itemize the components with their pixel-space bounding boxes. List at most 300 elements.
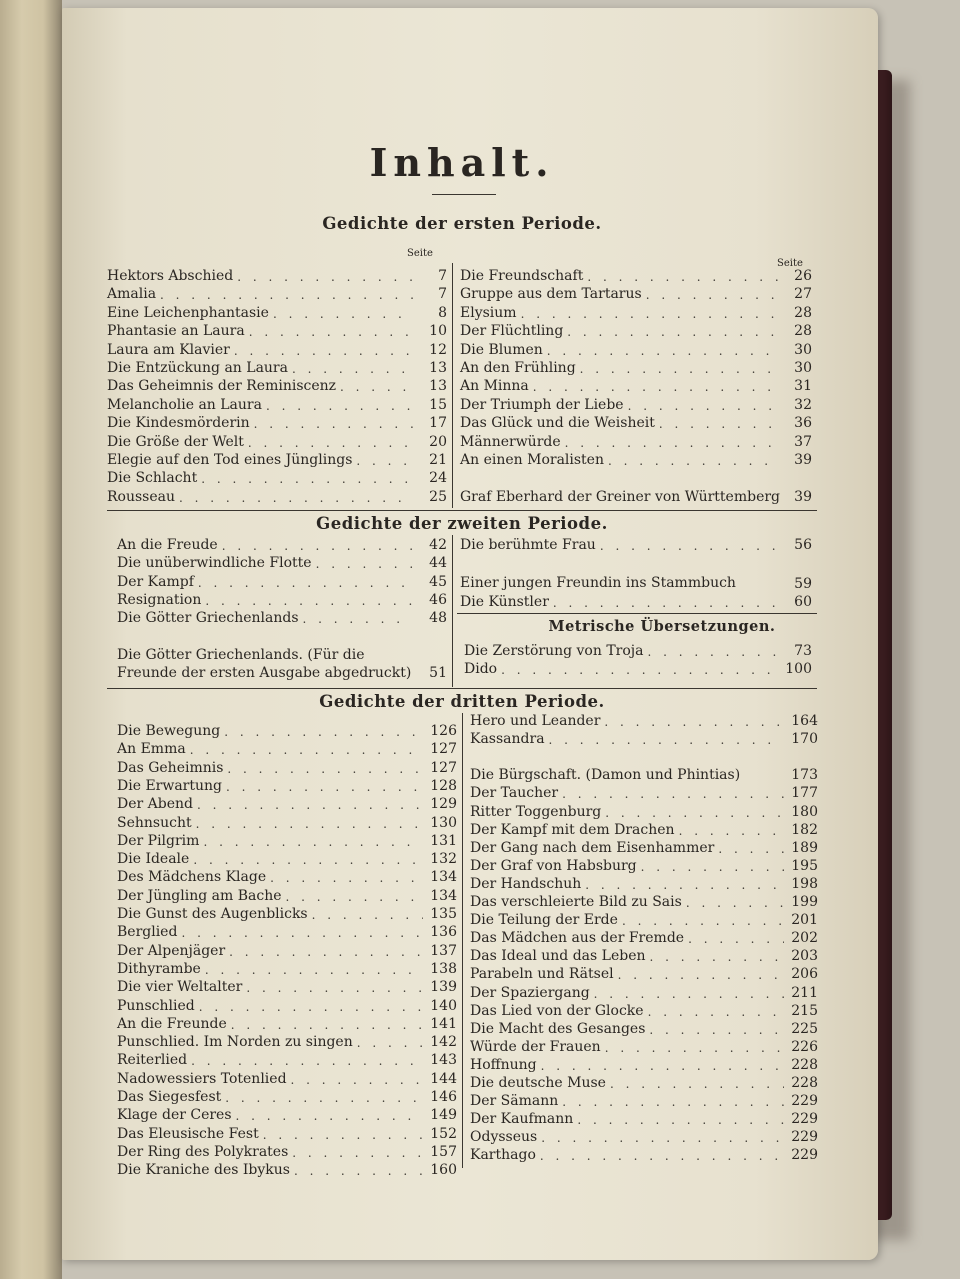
toc-entry-title: Die Schlacht (107, 470, 198, 487)
toc-entry (117, 978, 457, 996)
toc-entry-title: Der Triumph der Liebe (460, 396, 624, 413)
toc-entry-page: 170 (791, 731, 818, 748)
toc-entry-title: Dithyrambe (117, 960, 201, 977)
toc-entry-page: 130 (430, 814, 457, 831)
toc-entry-page: 60 (794, 594, 812, 610)
toc-entry-leader (226, 779, 423, 795)
toc-entry (117, 722, 457, 740)
toc-entry-leader (648, 1004, 784, 1020)
toc-entry (470, 821, 818, 839)
toc-entry-leader (540, 1148, 784, 1164)
toc-entry (117, 1051, 457, 1069)
toc-entry-leader (205, 962, 423, 978)
toc-entry (470, 911, 818, 929)
toc-entry-page: 31 (794, 378, 812, 395)
toc-entry-leader (179, 490, 413, 506)
toc-entry-leader (622, 913, 784, 929)
toc-entry-page: 138 (430, 960, 457, 977)
toc-entry (460, 414, 812, 432)
toc-entry-leader (198, 575, 413, 591)
toc-entry-title: Das Siegesfest (117, 1089, 222, 1105)
toc-entry-page: 189 (791, 839, 818, 856)
toc-entry-page: 177 (791, 785, 818, 802)
toc-entry (107, 341, 447, 359)
toc-entry-title: Das Mädchen aus der Fremde (470, 930, 685, 947)
seite-label-left: Seite (407, 248, 433, 259)
toc-entry-leader (227, 761, 423, 777)
toc-entry-leader (229, 944, 423, 960)
toc-entry-leader (248, 435, 413, 451)
toc-entry-title: Der Kaufmann (470, 1111, 574, 1128)
toc-entry-title: Der Handschuh (470, 875, 582, 892)
toc-entry-title: Die deutsche Muse (470, 1075, 606, 1091)
toc-entry-title: Melancholie an Laura (107, 396, 262, 413)
toc-entry-leader (190, 742, 423, 758)
toc-entry (470, 712, 818, 730)
toc-entry-leader (291, 1072, 423, 1088)
toc-entry-title: Parabeln und Rätsel (470, 966, 614, 983)
toc-entry-page: 152 (430, 1125, 457, 1142)
toc-entry-title: Odysseus (470, 1129, 538, 1146)
toc-entry-page: 17 (429, 415, 447, 432)
toc-entry-leader (340, 379, 413, 395)
toc-entry-title: Das verschleierte Bild zu Sais (470, 894, 682, 910)
toc-entry-title: Nadowessiers Totenlied (117, 1070, 287, 1087)
toc-entry-title: Das Geheimnis der Reminiscenz (107, 378, 337, 395)
toc-entry-title: Hoffnung (470, 1056, 537, 1073)
toc-entry-page: 202 (791, 930, 818, 947)
toc-entry-page: 15 (429, 396, 447, 413)
toc-entry-title: Männerwürde (460, 433, 561, 450)
toc-entry-title: Der Spaziergang (470, 984, 590, 1001)
toc-entry-title: Die Gunst des Augenblicks (117, 906, 308, 922)
toc-entry-page: 25 (429, 488, 447, 505)
toc-entry (107, 414, 447, 432)
toc-entry-title: Die Ideale (117, 851, 190, 868)
toc-entry (117, 832, 457, 850)
toc-entry (117, 591, 447, 609)
toc-entry-leader (303, 611, 413, 627)
toc-entry-title: Die berühmte Frau (460, 537, 596, 553)
toc-entry-page: 225 (791, 1020, 818, 1037)
toc-entry-page: 32 (794, 396, 812, 413)
toc-entry-page: 48 (429, 610, 447, 627)
toc-entry (107, 396, 447, 414)
toc-entry (470, 1074, 818, 1092)
toc-entry-page: 127 (430, 741, 457, 758)
toc-entry-leader (181, 925, 423, 941)
toc-entry-page: 228 (791, 1056, 818, 1073)
toc-entry-page: 142 (430, 1034, 457, 1051)
toc-entry-title: Die Teilung der Erde (470, 912, 618, 929)
toc-entry-leader (549, 732, 784, 748)
toc-entry-title: Elegie auf den Tod eines Jünglings (107, 452, 353, 468)
toc-entry-title: Das Eleusische Fest (117, 1125, 259, 1142)
toc-entry-leader (191, 1053, 423, 1069)
toc-entry-leader (577, 1112, 784, 1128)
toc-entry (107, 267, 447, 285)
toc-entry-leader (357, 1035, 423, 1051)
toc-entry (470, 857, 818, 875)
toc-entry-title: Eine Leichenphantasie (107, 304, 269, 321)
toc-entry-page: 198 (791, 875, 818, 892)
toc-entry-title: Der Graf von Habsburg (470, 857, 637, 874)
toc-entry (117, 923, 457, 941)
toc-entry-page: 229 (791, 1129, 818, 1146)
toc-entry-leader (312, 907, 423, 923)
toc-entry-title: An die Freunde (117, 1015, 227, 1032)
toc-entry (107, 488, 447, 506)
toc-entry-title: Die vier Weltalter (117, 979, 243, 996)
toc-entry-leader (553, 595, 778, 611)
toc-entry-page: 135 (430, 906, 457, 922)
toc-entry-leader (222, 538, 413, 554)
toc-entry-leader (567, 324, 778, 340)
toc-entry-page: 56 (794, 537, 812, 553)
toc-entry-page: 140 (430, 997, 457, 1014)
toc-entry-leader (688, 931, 784, 947)
toc-entry-page: 201 (791, 912, 818, 929)
toc-entry-leader (292, 361, 413, 377)
toc-entry (470, 1056, 818, 1074)
toc-entry (107, 285, 447, 303)
seite-label-right: Seite (777, 258, 803, 269)
toc-entry-page: 226 (791, 1038, 818, 1055)
toc-entry-page: 229 (791, 1147, 818, 1164)
toc-entry-page: 128 (430, 777, 457, 794)
toc-entry-title: Die Entzückung an Laura (107, 360, 288, 376)
toc-entry (117, 1088, 457, 1106)
toc-entry-leader (254, 416, 413, 432)
toc-entry-leader (521, 306, 778, 322)
toc-entry (117, 942, 457, 960)
toc-entry-leader (641, 859, 784, 875)
toc-entry-page: 42 (429, 537, 447, 553)
toc-entry (470, 1002, 818, 1020)
toc-entry-page: 59 (794, 576, 812, 592)
toc-entry-title: Die Künstler (460, 594, 549, 610)
toc-entry-page: 228 (791, 1075, 818, 1091)
toc-entry-title: Der Gang nach dem Eisenhammer (470, 839, 715, 856)
toc-entry-title: Punschlied. Im Norden zu singen (117, 1034, 353, 1051)
toc-entry-title: Würde der Frauen (470, 1038, 601, 1055)
toc-entry-title: Die Macht des Gesanges (470, 1020, 646, 1037)
toc-entry-page: 39 (794, 452, 812, 468)
contents-page (102, 8, 822, 1248)
toc-entry-title: Sehnsucht (117, 814, 192, 831)
toc-entry (460, 359, 812, 377)
toc-entry (117, 795, 457, 813)
rule-before-translations (457, 613, 817, 614)
toc-entry-leader (628, 398, 778, 414)
toc-entry (117, 609, 447, 627)
toc-entry-page: 20 (429, 433, 447, 450)
toc-entry (470, 965, 818, 983)
toc-entry-title: An den Frühling (460, 360, 576, 376)
toc-entry-title: Des Mädchens Klage (117, 869, 267, 886)
toc-entry-leader (608, 453, 778, 469)
toc-entry-page: 129 (430, 796, 457, 813)
toc-entry (117, 850, 457, 868)
toc-entry-page: 182 (791, 821, 818, 838)
toc-entry-page: 37 (794, 433, 812, 450)
toc-entry (470, 1092, 818, 1110)
toc-entry-page: 8 (438, 304, 447, 321)
toc-entry-page: 13 (429, 360, 447, 376)
toc-entry-leader (600, 538, 778, 554)
toc-entry-leader (356, 453, 413, 469)
toc-entry (470, 1146, 818, 1164)
toc-entry-title: Die Zerstörung von Troja (464, 643, 644, 659)
toc-entry-title: Die Götter Griechenlands (117, 610, 299, 627)
toc-entry (470, 803, 818, 821)
toc-entry-page: 7 (438, 286, 447, 303)
toc-entry-title: Amalia (107, 286, 157, 303)
toc-entry-leader (565, 435, 778, 451)
toc-entry-leader (249, 324, 413, 340)
toc-entry-title: Die Kraniche des Ibykus (117, 1162, 290, 1179)
toc-entry (460, 433, 812, 451)
toc-entry-title: Die Bürgschaft. (Damon und Phintias) (470, 767, 741, 784)
toc-entry (460, 469, 812, 506)
toc-entry-leader (237, 269, 413, 285)
toc-entry-title: Der Kampf (117, 573, 194, 590)
toc-entry (464, 660, 812, 678)
toc-entry-page: 160 (430, 1162, 457, 1179)
toc-entry (460, 396, 812, 414)
toc-entry-leader (646, 287, 778, 303)
rule-after-second (107, 688, 817, 689)
toc-entry-title: Punschlied (117, 997, 195, 1014)
page-title: Inhalt. (369, 140, 555, 185)
section-heading-second: Gedichte der zweiten Periode. (316, 514, 608, 533)
toc-entry-page: 141 (430, 1015, 457, 1032)
toc-entry-title: Berglied (117, 924, 178, 941)
toc-entry (117, 1143, 457, 1161)
toc-entry-leader (679, 823, 784, 839)
toc-entry-page: 27 (794, 286, 812, 303)
toc-entry (470, 893, 818, 911)
toc-entry-page: 143 (430, 1052, 457, 1069)
toc-entry-page: 39 (794, 489, 812, 506)
toc-entry (117, 1070, 457, 1088)
toc-entry-title: Die unüberwindliche Flotte (117, 555, 312, 572)
toc-entry-leader (193, 852, 423, 868)
toc-entry-title: Einer jungen Freundin ins Stammbuch (460, 575, 736, 591)
toc-entry-leader (533, 379, 778, 395)
toc-entry (117, 887, 457, 905)
toc-entry (117, 905, 457, 923)
toc-entry (470, 784, 818, 802)
toc-entry-title: Kassandra (470, 731, 545, 748)
toc-entry-title: Resignation (117, 591, 202, 608)
toc-entry-title: Dido (464, 661, 498, 677)
toc-entry-leader (541, 1058, 784, 1074)
toc-entry-title: Elysium (460, 304, 517, 321)
toc-entry-title: Das Ideal und das Leben (470, 948, 646, 965)
toc-entry-page: 73 (794, 643, 812, 659)
toc-entry-title: Das Geheimnis (117, 759, 224, 776)
toc-entry (460, 451, 812, 469)
section-heading-first: Gedichte der ersten Periode. (322, 214, 602, 233)
toc-entry-page: 139 (430, 979, 457, 996)
toc-entry (460, 377, 812, 395)
toc-entry (117, 1033, 457, 1051)
toc-entry-leader (562, 786, 784, 802)
toc-entry (470, 929, 818, 947)
toc-entry-leader (562, 1094, 784, 1110)
toc-entry-leader (203, 834, 423, 850)
toc-entry-leader (541, 1130, 784, 1146)
toc-entry-leader (231, 1017, 423, 1033)
toc-entry-page: 12 (429, 341, 447, 358)
toc-entry (117, 554, 447, 572)
toc-entry-page: 24 (429, 470, 447, 487)
toc-entry-page: 134 (430, 869, 457, 886)
toc-entry (460, 536, 812, 554)
toc-entry (107, 359, 447, 377)
toc-entry-title: An Minna (460, 378, 529, 395)
toc-entry-title: Der Pilgrim (117, 832, 200, 849)
toc-entry-title: Klage der Ceres (117, 1107, 232, 1124)
toc-entry-page: 211 (791, 984, 818, 1001)
toc-entry (107, 451, 447, 469)
toc-entry (117, 868, 457, 886)
toc-entry-leader (225, 1090, 423, 1106)
toc-entry-title: Reiterlied (117, 1052, 188, 1069)
toc-entry-leader (659, 416, 778, 432)
toc-entry-leader (547, 343, 778, 359)
toc-entry (470, 875, 818, 893)
toc-entry-page: 44 (429, 555, 447, 572)
toc-entry-title: Die Bewegung (117, 723, 221, 739)
toc-entry-title: Der Jüngling am Bache (117, 887, 282, 904)
toc-entry-leader (199, 999, 423, 1015)
toc-entry (470, 730, 818, 748)
toc-entry-leader (270, 870, 423, 886)
toc-entry-page: 26 (794, 268, 812, 284)
toc-entry-page: 180 (791, 803, 818, 820)
toc-entry-page: 215 (791, 1002, 818, 1019)
toc-entry (470, 984, 818, 1002)
toc-entry-page: 51 (429, 665, 447, 682)
toc-entry-title: Hektors Abschied (107, 268, 234, 284)
toc-entry-title: Der Alpenjäger (117, 942, 226, 959)
toc-entry-leader (650, 949, 785, 965)
toc-entry (117, 814, 457, 832)
toc-entry (117, 740, 457, 758)
toc-entry-page: 30 (794, 341, 812, 358)
column-rule-first (452, 263, 453, 508)
toc-entry (117, 536, 447, 554)
left-page-edge (0, 0, 62, 1279)
toc-entry (107, 304, 447, 322)
toc-entry-page: 30 (794, 360, 812, 376)
toc-entry-leader (201, 471, 413, 487)
toc-entry-title: An Emma (117, 741, 186, 758)
toc-entry-leader (585, 877, 784, 893)
toc-entry-leader (649, 1022, 784, 1038)
toc-entry-title: Graf Eberhard der Greiner von Württemberg (460, 488, 781, 505)
toc-entry-title: Das Lied von der Glocke (470, 1002, 644, 1019)
toc-entry (107, 433, 447, 451)
toc-entry-page: 100 (785, 661, 812, 677)
toc-entry (470, 839, 818, 857)
toc-entry (470, 748, 818, 784)
toc-entry-title: Phantasie an Laura (107, 323, 245, 340)
toc-entry-title: Der Abend (117, 796, 193, 813)
toc-entry (107, 469, 447, 487)
toc-entry-page: 149 (430, 1107, 457, 1124)
toc-entry (460, 341, 812, 359)
toc-entry-title: Die Blumen (460, 341, 543, 358)
toc-entry-page: 46 (429, 591, 447, 608)
toc-entry (117, 759, 457, 777)
toc-entry-leader (610, 1076, 784, 1092)
toc-entry-page: 10 (429, 323, 447, 340)
toc-entry-title: Karthago (470, 1147, 536, 1164)
toc-entry-leader (605, 805, 784, 821)
toc-entry-title: Der Flüchtling (460, 323, 564, 340)
toc-entry-leader (604, 714, 784, 730)
toc-entry-leader (160, 287, 413, 303)
toc-entry-leader (286, 889, 424, 905)
toc-entry (117, 573, 447, 591)
toc-entry-page: 134 (430, 887, 457, 904)
toc-entry (117, 1161, 457, 1179)
toc-entry-page: 126 (430, 723, 457, 739)
toc-entry (117, 1125, 457, 1143)
toc-entry-title: An die Freude (117, 537, 218, 553)
toc-entry (107, 322, 447, 340)
toc-entry-page: 132 (430, 851, 457, 868)
toc-entry (117, 628, 447, 683)
toc-entry-leader (292, 1145, 423, 1161)
toc-entry-page: 164 (791, 713, 818, 729)
toc-entry-title: Gruppe aus dem Tartarus (460, 286, 642, 303)
toc-entry-title: Die Größe der Welt (107, 433, 244, 450)
toc-entry-page: 21 (429, 452, 447, 468)
title-rule (432, 194, 496, 195)
toc-entry-page: 13 (429, 378, 447, 395)
toc-entry-title: Der Kampf mit dem Drachen (470, 821, 675, 838)
column-rule-third (462, 713, 463, 1168)
toc-entry-title: An einen Moralisten (460, 452, 604, 468)
toc-entry-leader (316, 556, 413, 572)
toc-entry-title: Laura am Klavier (107, 341, 230, 358)
toc-entry-leader (224, 724, 423, 740)
toc-entry (117, 777, 457, 795)
toc-entry-leader (686, 895, 784, 911)
toc-entry-page: 144 (430, 1070, 457, 1087)
toc-entry-leader (580, 361, 778, 377)
rule-after-first (107, 510, 817, 511)
toc-entry-page: 146 (430, 1089, 457, 1105)
toc-entry-page: 7 (438, 268, 447, 284)
toc-entry (470, 1020, 818, 1038)
toc-entry (470, 1038, 818, 1056)
toc-entry-page: 45 (429, 573, 447, 590)
toc-entry-leader (205, 593, 413, 609)
toc-entry-leader (246, 980, 423, 996)
toc-entry (117, 960, 457, 978)
toc-entry-leader (196, 816, 423, 832)
toc-entry (117, 997, 457, 1015)
toc-entry (460, 304, 812, 322)
toc-entry (460, 267, 812, 285)
toc-entry-page: 28 (794, 304, 812, 321)
toc-entry-page: 28 (794, 323, 812, 340)
